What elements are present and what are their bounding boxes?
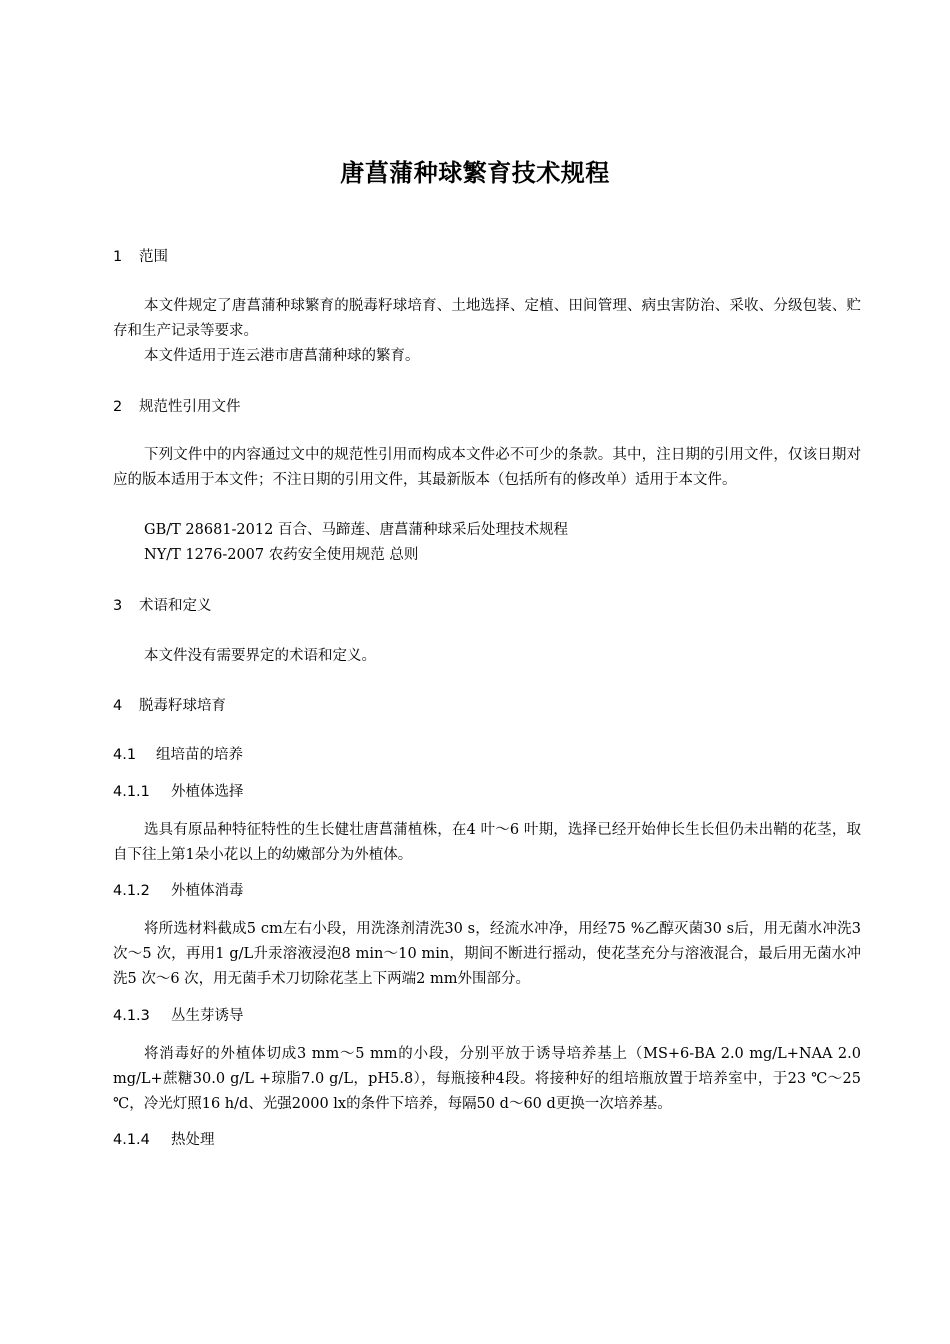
section-title: 外植体选择 xyxy=(171,784,244,800)
section-title: 外植体消毒 xyxy=(171,883,244,899)
section-number: 4 xyxy=(113,698,123,714)
section-4-heading xyxy=(113,696,226,716)
section-title: 脱毒籽球培育 xyxy=(139,698,226,714)
scope-paragraph-2: 本文件适用于连云港市唐菖蒲种球的繁育。 xyxy=(144,348,420,364)
section-number: 4.1.1 xyxy=(113,784,150,800)
section-3-heading xyxy=(113,596,212,616)
section-2-heading xyxy=(113,397,241,417)
shoot-induction-paragraph: 将消毒好的外植体切成3 mm～5 mm的小段，分别平放于诱导培养基上（MS+6-BA 2.0 mg/L+NAA 2.0 mg/L+蔗糖30.0 g/L +琼脂7.0 g/L，pH5.8），每瓶接种4段。将接种好的组培瓶放置于培养室中，于23 ℃～25 ℃，冷光灯照16 h/d、光强2000 lx的条件下培养，每隔50 d～60 d更换一次培养基。 xyxy=(113,1046,861,1112)
reference-item: GB/T 28681-2012 百合、马蹄莲、唐菖蒲种球采后处理技术规程 xyxy=(144,522,568,538)
explant-disinfection-paragraph: 将所选材料截成5 cm左右小段，用洗涤剂清洗30 s，经流水冲净，用经75 %乙醇灭菌30 s后，用无菌水冲洗3 次～5 次，再用1 g/L升汞溶液浸泡8 min～10 min，期间不断进行摇动，使花茎充分与溶液混合，最后用无菌水冲洗5 次～6 次，用无菌手术刀切除花茎上下两端2 mm外围部分。 xyxy=(113,921,861,987)
section-number: 4.1.3 xyxy=(113,1008,150,1024)
section-4-1-1-heading xyxy=(113,782,244,802)
scope-paragraph-1: 本文件规定了唐菖蒲种球繁育的脱毒籽球培育、土地选择、定植、田间管理、病虫害防治、采收、分级包装、贮存和生产记录等要求。 xyxy=(113,298,861,339)
references-intro-paragraph: 下列文件中的内容通过文中的规范性引用而构成本文件必不可少的条款。其中，注日期的引用文件，仅该日期对应的版本适用于本文件；不注日期的引用文件，其最新版本（包括所有的修改单）适用于本文件。 xyxy=(113,447,861,488)
section-number: 4.1.4 xyxy=(113,1132,150,1148)
terms-paragraph: 本文件没有需要界定的术语和定义。 xyxy=(144,648,376,664)
section-title: 范围 xyxy=(139,249,168,265)
section-4-1-3-heading xyxy=(113,1006,244,1026)
section-number: 1 xyxy=(113,249,123,265)
section-title: 规范性引用文件 xyxy=(139,399,241,415)
section-number: 4.1.2 xyxy=(113,883,150,899)
section-1-heading xyxy=(113,247,168,267)
section-4-1-2-heading xyxy=(113,881,244,901)
section-4-1-heading xyxy=(113,745,243,765)
reference-item: NY/T 1276-2007 农药安全使用规范 总则 xyxy=(144,547,419,563)
section-title: 热处理 xyxy=(171,1132,215,1148)
explant-selection-paragraph: 选具有原品种特征特性的生长健壮唐菖蒲植株，在4 叶～6 叶期，选择已经开始伸长生长但仍未出鞘的花茎，取自下往上第1朵小花以上的幼嫩部分为外植体。 xyxy=(113,822,861,863)
section-title: 组培苗的培养 xyxy=(156,747,243,763)
section-title: 丛生芽诱导 xyxy=(171,1008,244,1024)
document-title: 唐菖蒲种球繁育技术规程 xyxy=(340,159,610,187)
section-title: 术语和定义 xyxy=(139,598,212,614)
section-number: 3 xyxy=(113,598,123,614)
section-4-1-4-heading xyxy=(113,1130,215,1150)
section-number: 2 xyxy=(113,399,123,415)
section-number: 4.1 xyxy=(113,747,137,763)
